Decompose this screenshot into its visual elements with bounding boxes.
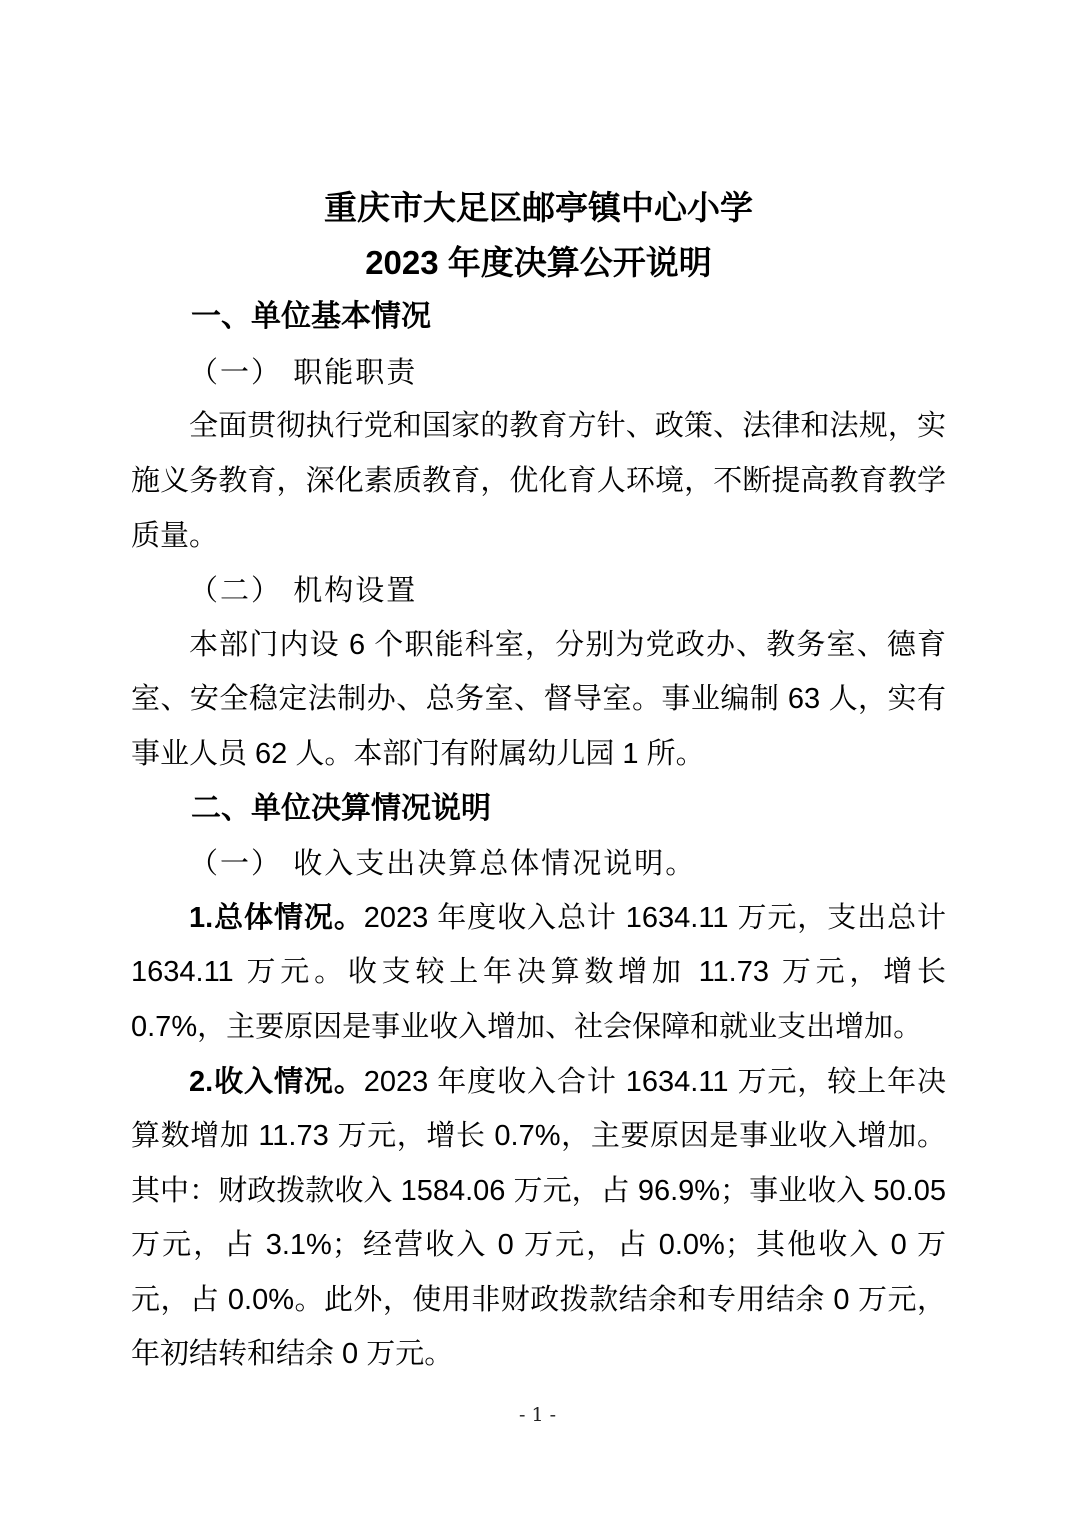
section-2-heading: 二、单位决算情况说明 — [191, 791, 491, 825]
subsection-budget-heading: （一） 收入支出决算总体情况说明。 — [189, 846, 697, 881]
section-1-heading: 一、单位基本情况 — [191, 300, 431, 334]
page-number: - 1 - — [518, 1404, 556, 1426]
paragraph-overall-lead: 1.总体情况。 — [189, 901, 364, 934]
subsection-duty-heading: （一） 职能职责 — [189, 354, 418, 389]
document-title-line1: 重庆市大足区邮亭镇中心小学 — [324, 189, 753, 226]
paragraph-overall — [131, 891, 946, 1055]
document-body — [131, 181, 946, 1382]
document-title-line2: 2023 年度决算公开说明 — [365, 243, 712, 281]
paragraph-duty: 全面贯彻执行党和国家的教育方针、政策、法律和法规，实施义务教育，深化素质教育，优化育人环境，不断提高教育教学质量。 — [131, 410, 946, 552]
paragraph-overall-text: 2023 年度收入总计 1634.11 万元，支出总计 1634.11 万元。收支较上年决算数增加 11.73 万元，增长 0.7%，主要原因是事业收入增加、社会保障和就业支出增加。 — [131, 901, 946, 1043]
paragraph-income-lead: 2.收入情况。 — [189, 1065, 364, 1098]
paragraph-org: 本部门内设 6 个职能科室，分别为党政办、教务室、德育室、安全稳定法制办、总务室、督导室。事业编制 63 人，实有事业人员 62 人。本部门有附属幼儿园 1 所。 — [131, 628, 946, 770]
paragraph-income-text: 2023 年度收入合计 1634.11 万元，较上年决算数增加 11.73 万元，增长 0.7%，主要原因是事业收入增加。其中：财政拨款收入 1584.06 万元，占 96.9%；事业收入 50.05 万元，占 3.1%；经营收入 0 万元，占 0.0%；其他收入 0 万元，占 0.0%。此外，使用非财政拨款结余和专用结余 0 万元，年初结转和结余 0 万元。 — [131, 1065, 946, 1371]
subsection-org-heading: （二） 机构设置 — [189, 573, 418, 608]
paragraph-income — [131, 1055, 946, 1383]
